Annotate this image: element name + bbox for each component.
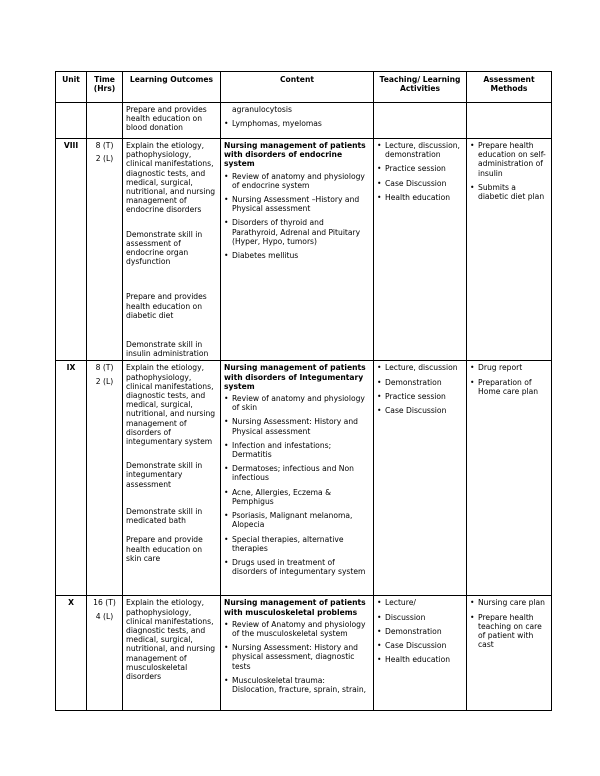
activity-item: • Lecture, discussion, demonstration bbox=[377, 141, 463, 159]
activity-item: • Discussion bbox=[377, 613, 463, 622]
activity-item: • Case Discussion bbox=[377, 406, 463, 415]
outcomes-cell bbox=[123, 596, 221, 711]
learning-outcome: Explain the etiology, pathophysiology, clinical manifestations, diagnostic tests, and medical, surgical, nutritional, and nursing management of endocrine disorders bbox=[126, 141, 216, 215]
learning-outcome: Prepare and provides health education on blood donation bbox=[126, 105, 207, 133]
learning-outcome: Demonstrate skill in insulin administration bbox=[126, 340, 209, 359]
time-value: 4 (L) bbox=[95, 611, 114, 621]
content-item: • Review of anatomy and physiology of skin bbox=[224, 394, 370, 412]
activity-item: • Practice session bbox=[377, 164, 463, 173]
activities-list bbox=[377, 363, 463, 415]
time-value: 16 (T) bbox=[93, 598, 116, 608]
activities-cell bbox=[374, 139, 467, 361]
learning-outcome: Demonstrate skill in integumentary assessment bbox=[126, 461, 203, 489]
content-title: Nursing management of patients with disorders of Integumentary system bbox=[224, 363, 366, 391]
assessment-item: • Submits a diabetic diet plan bbox=[470, 183, 548, 201]
content-item: • Lymphomas, myelomas bbox=[224, 119, 370, 128]
unit-cell: X bbox=[56, 596, 87, 711]
header-activities: Teaching/ Learning Activities bbox=[374, 72, 467, 103]
content-item: • Acne, Allergies, Eczema & Pemphigus bbox=[224, 488, 370, 506]
content-cell bbox=[221, 361, 374, 596]
activity-item: • Case Discussion bbox=[377, 641, 463, 650]
content-item: • Musculoskeletal trauma: Dislocation, fracture, sprain, strain, bbox=[224, 676, 370, 694]
content-item: • Infection and infestations; Dermatitis bbox=[224, 441, 370, 459]
header-learning-outcomes: Learning Outcomes bbox=[123, 72, 221, 103]
content-list bbox=[224, 394, 370, 576]
content-cell bbox=[221, 596, 374, 711]
content-item: • Review of Anatomy and physiology of the musculoskeletal system bbox=[224, 620, 370, 638]
learning-outcome: Demonstrate skill in assessment of endocrine organ dysfunction bbox=[126, 229, 203, 267]
content-cell bbox=[221, 103, 374, 139]
content-item: • Psoriasis, Malignant melanoma, Alopecia bbox=[224, 511, 370, 529]
unit-cell: IX bbox=[56, 361, 87, 596]
learning-outcome: Demonstrate skill in medicated bath bbox=[126, 506, 203, 526]
content-item: • Drugs used in treatment of disorders of integumentary system bbox=[224, 558, 370, 576]
outcomes-cell bbox=[123, 103, 221, 139]
time-value: 2 (L) bbox=[95, 154, 114, 164]
activities-list bbox=[377, 598, 463, 664]
table-row bbox=[56, 596, 552, 711]
table-row bbox=[56, 361, 552, 596]
assessment-cell bbox=[467, 139, 552, 361]
assessment-cell bbox=[467, 361, 552, 596]
assessment-list bbox=[470, 598, 548, 649]
curriculum-table bbox=[55, 71, 552, 711]
content-item: • Dermatoses; infectious and Non infectious bbox=[224, 464, 370, 482]
header-unit: Unit bbox=[56, 72, 87, 103]
activities-cell bbox=[374, 361, 467, 596]
content-item: • Nursing Assessment: History and physical assessment, diagnostic tests bbox=[224, 643, 370, 671]
assessment-item: • Preparation of Home care plan bbox=[470, 378, 548, 396]
activity-item: • Demonstration bbox=[377, 378, 463, 387]
content-list bbox=[224, 620, 370, 694]
activity-item: • Lecture/ bbox=[377, 598, 463, 607]
table-row bbox=[56, 139, 552, 361]
time-cell bbox=[87, 103, 123, 139]
content-item: • Nursing Assessment: History and Physical assessment bbox=[224, 417, 370, 435]
content-list bbox=[224, 172, 370, 261]
assessment-item: • Prepare health teaching on care of patient with cast bbox=[470, 613, 548, 650]
time-cell bbox=[87, 361, 123, 596]
header-row bbox=[56, 72, 552, 103]
assessment-cell bbox=[467, 596, 552, 711]
time-value: 8 (T) bbox=[95, 363, 114, 373]
content-item: • Nursing Assessment –History and Physical assessment bbox=[224, 195, 370, 213]
assessment-item: • Nursing care plan bbox=[470, 598, 548, 607]
activities-cell bbox=[374, 103, 467, 139]
time-cell bbox=[87, 596, 123, 711]
header-content: Content bbox=[221, 72, 374, 103]
content-cell bbox=[221, 139, 374, 361]
activities-cell bbox=[374, 596, 467, 711]
assessment-list bbox=[470, 141, 548, 201]
content-item: • Disorders of thyroid and Parathyroid, Adrenal and Pituitary (Hyper, Hypo, tumors) bbox=[224, 218, 370, 246]
assessment-item: • Drug report bbox=[470, 363, 548, 372]
learning-outcome: Prepare and provides health education on diabetic diet bbox=[126, 292, 207, 320]
time-value: 8 (T) bbox=[95, 141, 114, 150]
content-list bbox=[224, 119, 370, 128]
content-title: Nursing management of patients with disorders of endocrine system bbox=[224, 141, 366, 169]
activity-item: • Lecture, discussion bbox=[377, 363, 463, 372]
time-cell bbox=[87, 139, 123, 361]
activity-item: • Health education bbox=[377, 193, 463, 202]
content-continued-text: agranulocytosis bbox=[232, 105, 292, 114]
time-value: 2 (L) bbox=[95, 376, 114, 386]
activity-item: • Demonstration bbox=[377, 627, 463, 636]
outcomes-cell bbox=[123, 139, 221, 361]
assessment-list bbox=[470, 363, 548, 396]
content-item: • Review of anatomy and physiology of endocrine system bbox=[224, 172, 370, 190]
activities-list bbox=[377, 141, 463, 202]
assessment-cell bbox=[467, 103, 552, 139]
activity-item: • Case Discussion bbox=[377, 179, 463, 188]
content-item: • Diabetes mellitus bbox=[224, 251, 370, 260]
activity-item: • Practice session bbox=[377, 392, 463, 401]
header-time: Time (Hrs) bbox=[87, 72, 123, 103]
outcomes-cell bbox=[123, 361, 221, 596]
activity-item: • Health education bbox=[377, 655, 463, 664]
table-row bbox=[56, 103, 552, 139]
learning-outcome: Explain the etiology, pathophysiology, clinical manifestations, diagnostic tests, and medical, surgical, nutritional, and nursing management of disorders of integumentary system bbox=[126, 363, 216, 447]
header-assessment: Assessment Methods bbox=[467, 72, 552, 103]
content-title: Nursing management of patients with musculoskeletal problems bbox=[224, 598, 366, 617]
content-item: • Special therapies, alternative therapies bbox=[224, 535, 370, 553]
learning-outcome: Prepare and provide health education on skin care bbox=[126, 535, 203, 563]
unit-cell bbox=[56, 103, 87, 139]
learning-outcome: Explain the etiology, pathophysiology, clinical manifestations, diagnostic tests, and medical, surgical, nutritional, and nursing management of musculoskeletal disorders bbox=[126, 598, 216, 682]
unit-cell: VIII bbox=[56, 139, 87, 361]
assessment-item: • Prepare health education on self-administration of insulin bbox=[470, 141, 548, 178]
